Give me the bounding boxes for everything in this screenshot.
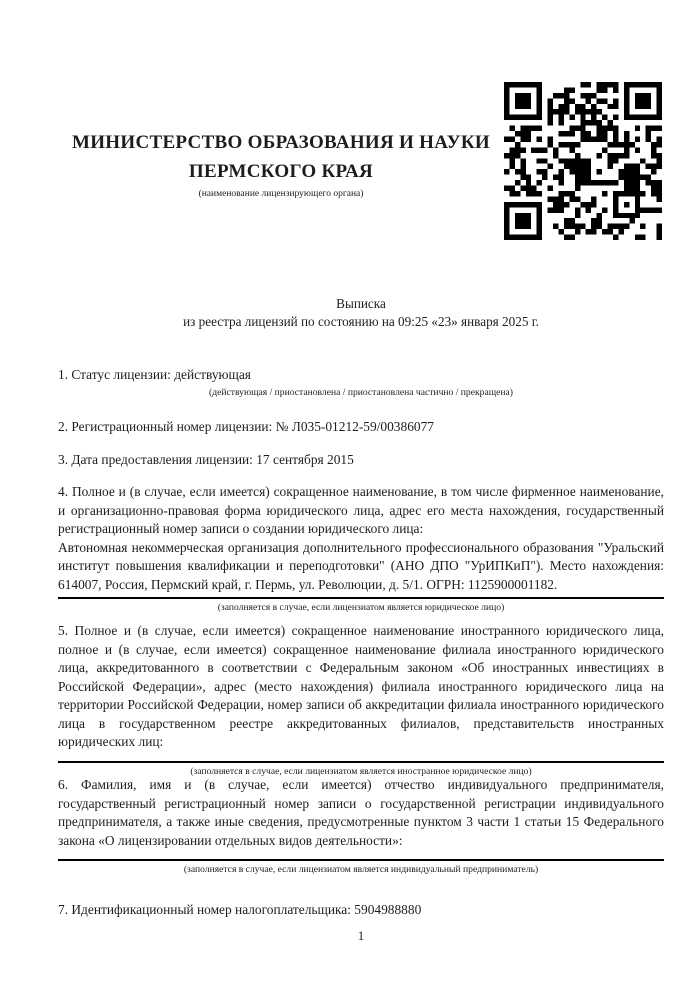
section-1-license-status: 1. Статус лицензии: действующая	[58, 367, 251, 382]
section-6-individual-entrepreneur	[58, 776, 664, 876]
page-number: 1	[357, 928, 365, 943]
qr-code-icon	[504, 82, 662, 240]
section-5-note: (заполняется в случае, если лицензиатом является иностранное юридическое лицо)	[190, 765, 532, 777]
section-6-divider	[58, 859, 664, 861]
ministry-name-line1: МИНИСТЕРСТВО ОБРАЗОВАНИЯ И НАУКИ	[71, 132, 491, 153]
section-4-divider	[58, 597, 664, 599]
section-4-legal-entity	[58, 483, 664, 614]
section-4-value: Автономная некоммерческая организация дополнительного профессионального образования "Уральский институт повышения квалификации и переподготовки" (АНО ДПО "УрИПКиП"). Место нахождения: 614007, Россия, Пермский край, г. Пермь, ул. Революции, д. 5/1. ОГРН: 1125900001182.	[58, 539, 664, 592]
ministry-name-line2: ПЕРМСКОГО КРАЯ	[188, 161, 374, 182]
section-7-taxpayer-id: 7. Идентификационный номер налогоплательщика: 5904988880	[58, 902, 422, 917]
section-6-text: 6. Фамилия, имя и (в случае, если имеется) отчество индивидуального предпринимателя, государственный регистрационный номер записи о государственной регистрации индивидуального предпринимателя, а также иные сведения, предусмотренные пунктом 3 части 1 статьи 15 Федерального закона «О лицензировании отдельных видов деятельности»:	[58, 777, 664, 848]
document-title-line2: из реестра лицензий по состоянию на 09:25 «23» января 2025 г.	[183, 314, 539, 329]
section-1-note: (действующая / приостановлена / приостановлена частично / прекращена)	[209, 387, 513, 398]
section-5-text: 5. Полное и (в случае, если имеется) сокращенное наименование иностранного юридического лица, полное и (в случае, если имеется) сокращенное наименование филиала иностранного юридического лица, аккредитованного в соответствии с Федеральным законом «Об иностранных инвестициях в Российской Федерации», адрес (место нахождения) филиала иностранного юридического лица на территории Российской Федерации, номер записи об аккредитации филиала иностранного юридического лица в государственном реестре аккредитованных филиалов, представительств иностранных юридических лиц:	[58, 623, 664, 749]
section-4-text: 4. Полное и (в случае, если имеется) сокращенное наименование, в том числе фирменное наименование, и организационно-правовая форма юридического лица, адрес его места нахождения, государственный регистрационный номер записи о создании юридического лица:	[58, 484, 664, 536]
document-title	[58, 295, 664, 331]
section-3-license-date: 3. Дата предоставления лицензии: 17 сентября 2015	[58, 452, 354, 467]
section-6-note: (заполняется в случае, если лицензиатом является индивидуальный предприниматель)	[183, 864, 539, 875]
licensing-authority-header	[58, 128, 504, 199]
section-2-registration-number: 2. Регистрационный номер лицензии: № Л035-01212-59/00386077	[58, 419, 434, 434]
ministry-caption: (наименование лицензирующего органа)	[198, 189, 364, 199]
section-4-note: (заполняется в случае, если лицензиатом является юридическое лицо)	[217, 602, 505, 613]
section-5-foreign-entity	[58, 622, 664, 778]
section-5-divider	[58, 761, 664, 763]
document-title-line1: Выписка	[336, 296, 386, 311]
